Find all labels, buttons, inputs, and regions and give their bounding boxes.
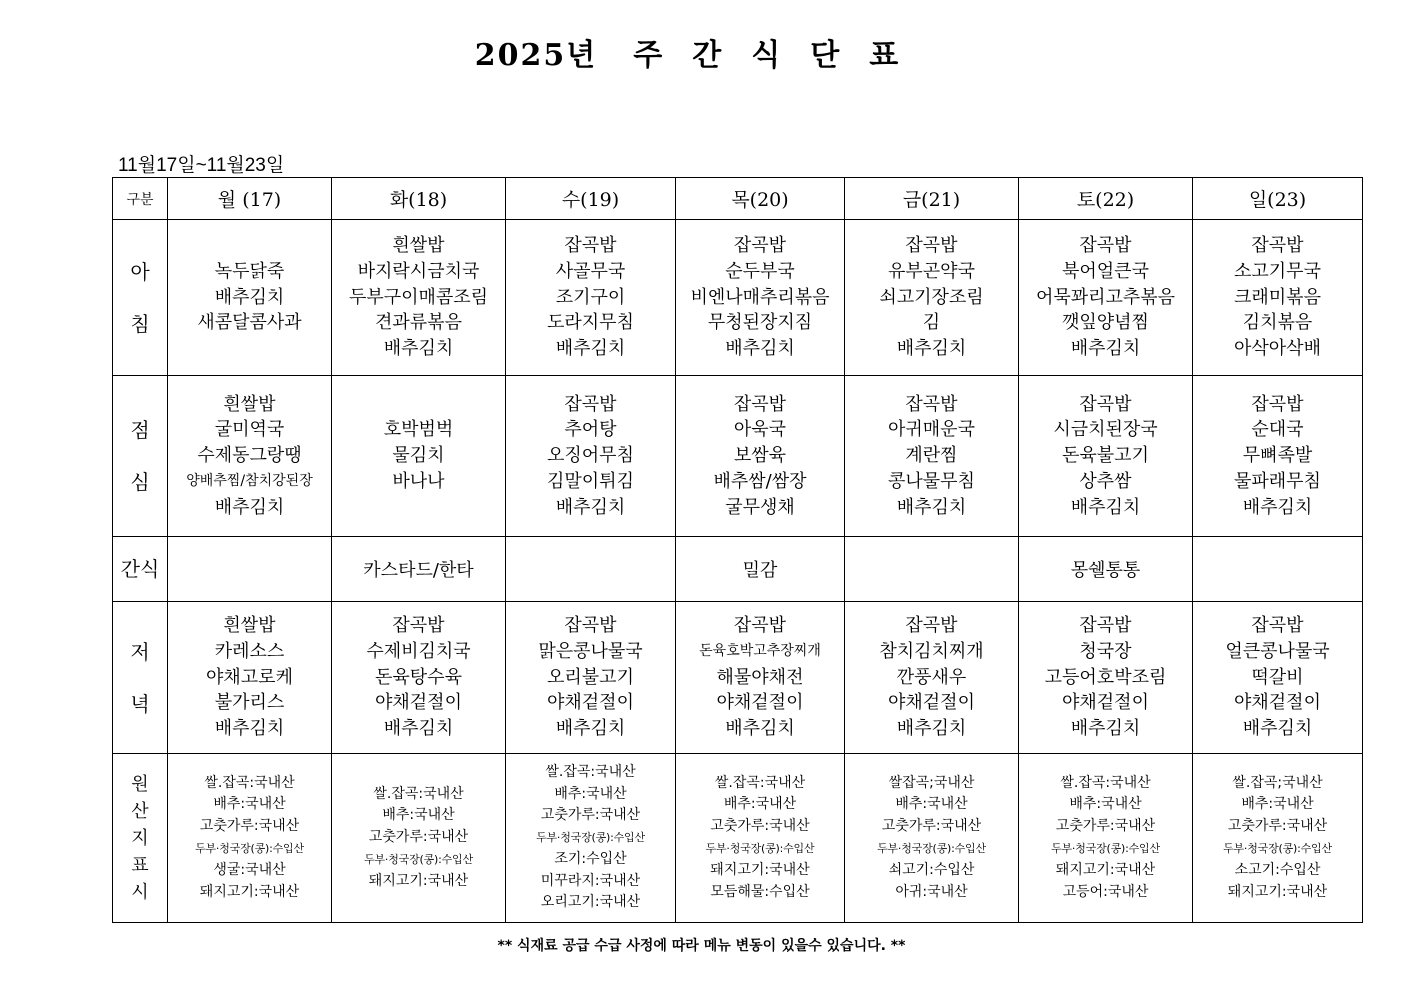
origin-line: 고춧가루:국내산 (1227, 818, 1328, 835)
snack-cell: 밀감 (676, 537, 845, 602)
menu-item: 잡곡밥 (1079, 615, 1132, 636)
origin-line: 배추:국내산 (1241, 796, 1314, 813)
origin-line: 조기:수입산 (554, 850, 627, 867)
menu-item: 배추김치 (896, 338, 967, 360)
origin-line: 돼지고기:국내산 (1055, 861, 1156, 878)
menu-item: 배추김치 (214, 718, 285, 740)
day-header: 월 (17) (168, 178, 332, 220)
origin-line: 쌀.잡곡;국내산 (1232, 774, 1323, 791)
origin-line: 소고기:수입산 (1234, 861, 1321, 878)
menu-item: 맑은콩나물국 (538, 640, 643, 662)
menu-item: 수제동그랑땡 (197, 445, 302, 467)
menu-item: 잡곡밥 (905, 235, 958, 256)
snack-row (113, 537, 1363, 602)
menu-item: 해물야채전 (716, 666, 804, 688)
origin-line: 배추:국내산 (554, 785, 627, 802)
menu-item: 배추김치 (1242, 496, 1313, 518)
menu-item: 조기구이 (555, 286, 626, 308)
menu-item: 배추김치 (383, 338, 454, 360)
menu-item: 양배추찜/참치강된장 (186, 472, 313, 489)
title-word: 주간식단표 (633, 38, 929, 73)
menu-item: 김 (922, 312, 941, 334)
menu-item: 잡곡밥 (733, 615, 787, 636)
origin-line: 두부·청국장(콩):수입산 (1223, 842, 1332, 855)
origin-line: 쌀.잡곡:국내산 (714, 774, 806, 791)
menu-item: 잡곡밥 (392, 615, 445, 636)
breakfast-row (113, 220, 1363, 376)
breakfast-cell (676, 220, 845, 376)
lunch-cell (332, 376, 506, 537)
menu-item: 바지락시금치국 (357, 260, 480, 282)
menu-item: 무청된장지짐 (707, 312, 813, 334)
menu-item: 청국장 (1079, 640, 1132, 662)
origin-line: 모듬해물:수입산 (710, 883, 810, 900)
day-header: 금(21) (845, 178, 1019, 220)
origin-line: 두부·청국장(콩):수입산 (1051, 842, 1160, 855)
menu-item: 흰쌀밥 (223, 393, 276, 415)
menu-item: 순두부국 (725, 260, 795, 282)
origin-cell (676, 754, 845, 923)
menu-item: 돈육불고기 (1062, 445, 1149, 467)
breakfast-label: 아 침 (113, 220, 168, 376)
dinner-cell (506, 602, 676, 754)
menu-item: 돈육호박고추장찌개 (699, 642, 821, 659)
origin-cell (332, 754, 506, 923)
header-corner: 구분 (113, 178, 168, 220)
origin-line: 배추:국내산 (895, 796, 968, 813)
menu-item: 콩나물무침 (888, 470, 975, 492)
origin-line: 배추:국내산 (382, 807, 455, 824)
origin-line: 쌀잡곡;국내산 (888, 774, 975, 791)
menu-item: 김치볶음 (1242, 312, 1313, 334)
menu-item: 굴미역국 (214, 419, 285, 441)
origin-line: 두부·청국장(콩):수입산 (877, 842, 986, 855)
day-header: 토(22) (1019, 178, 1193, 220)
lunch-cell (168, 376, 332, 537)
origin-line: 돼지고기:국내산 (199, 883, 300, 900)
menu-item: 배추김치 (214, 496, 285, 518)
snack-cell (506, 537, 676, 602)
origin-line: 고등어:국내산 (1062, 883, 1149, 900)
menu-item: 불가리스 (214, 692, 285, 714)
menu-item: 보쌈육 (733, 445, 787, 467)
menu-item: 야채겉절이 (888, 692, 975, 714)
menu-item: 잡곡밥 (1079, 393, 1132, 415)
menu-item: 야채겉절이 (375, 692, 462, 714)
menu-item: 잡곡밥 (1251, 235, 1304, 256)
menu-item: 잡곡밥 (564, 235, 617, 256)
menu-item: 깐풍새우 (896, 666, 967, 688)
header-row (113, 178, 1363, 220)
lunch-cell (506, 376, 676, 537)
menu-item: 순대국 (1251, 419, 1304, 441)
menu-item: 잡곡밥 (564, 393, 617, 415)
snack-cell (168, 537, 332, 602)
origin-line: 쇠고기:수입산 (888, 861, 975, 878)
snack-cell: 카스타드/한타 (332, 537, 506, 602)
menu-item: 잡곡밥 (1251, 393, 1304, 415)
menu-item: 잡곡밥 (733, 393, 787, 415)
menu-item: 추어탕 (564, 419, 617, 441)
origin-line: 고춧가루:국내산 (540, 807, 641, 824)
snack-cell: 몽쉘통통 (1019, 537, 1193, 602)
origin-line: 배추:국내산 (1069, 796, 1142, 813)
menu-item: 오리불고기 (547, 666, 634, 688)
menu-item: 배추김치 (383, 718, 454, 740)
day-header: 화(18) (332, 178, 506, 220)
breakfast-cell (845, 220, 1019, 376)
menu-item: 잡곡밥 (905, 615, 958, 636)
menu-item: 바나나 (392, 470, 445, 492)
menu-item: 배추김치 (555, 496, 626, 518)
origin-cell (1019, 754, 1193, 923)
menu-item: 김말이튀김 (547, 470, 634, 492)
menu-item: 떡갈비 (1251, 666, 1304, 688)
menu-item: 배추김치 (214, 286, 285, 308)
dinner-label: 저 녁 (113, 602, 168, 754)
origin-line: 고춧가루:국내산 (368, 829, 469, 846)
snack-label: 간식 (113, 537, 168, 602)
dinner-cell (1193, 602, 1363, 754)
breakfast-cell (168, 220, 332, 376)
menu-item: 아귀매운국 (888, 419, 975, 441)
breakfast-cell (332, 220, 506, 376)
origin-line: 아귀:국내산 (895, 883, 968, 900)
origin-line: 쌀.잡곡:국내산 (204, 774, 295, 791)
weekly-menu-table (112, 177, 1363, 923)
menu-item: 물김치 (392, 445, 445, 467)
menu-item: 상추쌈 (1079, 470, 1132, 492)
menu-item: 흰쌀밥 (223, 615, 276, 636)
origin-line: 고춧가루:국내산 (881, 818, 982, 835)
menu-item: 잡곡밥 (1079, 235, 1132, 256)
snack-cell (1193, 537, 1363, 602)
day-header: 일(23) (1193, 178, 1363, 220)
origin-row (113, 754, 1363, 923)
menu-item: 사골무국 (555, 260, 626, 282)
menu-item: 돈육탕수육 (375, 666, 462, 688)
dinner-cell (168, 602, 332, 754)
origin-line: 오리고기:국내산 (540, 894, 641, 911)
menu-item: 야채겉절이 (1062, 692, 1149, 714)
menu-item: 배추김치 (896, 496, 967, 518)
dinner-cell (332, 602, 506, 754)
origin-line: 돼지고기:국내산 (1227, 883, 1328, 900)
menu-item: 수제비김치국 (366, 640, 471, 662)
menu-item: 배추김치 (1070, 718, 1141, 740)
origin-line: 돼지고기:국내산 (368, 872, 469, 889)
dinner-cell (845, 602, 1019, 754)
dinner-cell (676, 602, 845, 754)
menu-item: 고등어호박조림 (1044, 666, 1167, 688)
menu-item: 배추김치 (896, 718, 967, 740)
menu-item: 두부구이매콤조림 (348, 286, 489, 308)
footnote: ** 식재료 공급 수급 사정에 따라 메뉴 변동이 있을수 있습니다. ** (497, 938, 906, 954)
menu-item: 배추김치 (1070, 338, 1141, 360)
menu-item: 물파래무침 (1234, 470, 1321, 492)
origin-line: 생굴:국내산 (213, 861, 286, 878)
origin-label: 원 산 지 표 시 (113, 754, 168, 923)
lunch-cell (845, 376, 1019, 537)
menu-item: 북어얼큰국 (1062, 260, 1149, 282)
menu-item: 쇠고기장조림 (879, 286, 984, 308)
menu-item: 카레소스 (214, 640, 285, 662)
origin-cell (845, 754, 1019, 923)
menu-item: 비엔나매추리볶음 (690, 286, 830, 308)
breakfast-cell (1193, 220, 1363, 376)
menu-item: 어묵꽈리고추볶음 (1035, 286, 1176, 308)
origin-line: 쌀.잡곡:국내산 (373, 785, 464, 802)
menu-item: 배추김치 (1070, 496, 1141, 518)
title-year: 2025년 (474, 38, 598, 73)
menu-item: 야채겉절이 (547, 692, 634, 714)
origin-line: 두부·청국장(콩):수입산 (536, 831, 645, 845)
page-title (0, 30, 1403, 74)
menu-item: 배추김치 (1242, 718, 1313, 740)
menu-item: 녹두닭죽 (214, 260, 285, 282)
snack-cell (845, 537, 1019, 602)
menu-item: 잡곡밥 (733, 235, 787, 256)
menu-item: 흰쌀밥 (392, 235, 445, 256)
origin-line: 쌀.잡곡:국내산 (545, 763, 636, 780)
origin-line: 쌀.잡곡:국내산 (1060, 774, 1151, 791)
menu-item: 크래미볶음 (1234, 286, 1321, 308)
menu-item: 야채고로케 (206, 666, 293, 688)
origin-line: 미꾸라지:국내산 (540, 872, 641, 889)
dinner-row (113, 602, 1363, 754)
menu-item: 계란찜 (905, 445, 958, 467)
menu-item: 소고기무국 (1234, 260, 1321, 282)
origin-line: 고춧가루:국내산 (710, 818, 810, 835)
menu-item: 얼큰콩나물국 (1225, 640, 1330, 662)
menu-item: 새콤달콤사과 (197, 312, 302, 334)
origin-line: 두부·청국장(콩):수입산 (705, 842, 815, 855)
menu-item: 견과류볶음 (375, 312, 462, 334)
menu-item: 호박범벅 (383, 419, 454, 441)
lunch-cell (1019, 376, 1193, 537)
menu-item: 참치김치찌개 (879, 640, 984, 662)
date-range: 11월17일~11월23일 (118, 155, 285, 176)
origin-line: 고춧가루:국내산 (1055, 818, 1156, 835)
dinner-cell (1019, 602, 1193, 754)
breakfast-cell (506, 220, 676, 376)
origin-line: 두부·청국장(콩):수입산 (364, 852, 473, 866)
menu-item: 잡곡밥 (564, 615, 617, 636)
origin-line: 배추:국내산 (723, 796, 797, 813)
origin-line: 돼지고기:국내산 (710, 861, 810, 878)
day-header: 수(19) (506, 178, 676, 220)
lunch-cell (676, 376, 845, 537)
menu-item: 배추김치 (725, 718, 795, 740)
lunch-cell (1193, 376, 1363, 537)
menu-item: 잡곡밥 (905, 393, 958, 415)
menu-item: 깻잎양념찜 (1062, 312, 1149, 334)
menu-item: 굴무생채 (725, 496, 795, 518)
menu-item: 야채겉절이 (716, 692, 804, 714)
origin-cell (1193, 754, 1363, 923)
menu-item: 시금치된장국 (1053, 419, 1158, 441)
menu-item: 도라지무침 (547, 312, 634, 334)
lunch-row (113, 376, 1363, 537)
origin-line: 두부·청국장(콩):수입산 (195, 842, 304, 855)
menu-item: 무뼈족발 (1242, 445, 1313, 467)
menu-item: 야채겉절이 (1234, 692, 1321, 714)
lunch-label: 점 심 (113, 376, 168, 537)
breakfast-cell (1019, 220, 1193, 376)
menu-item: 배추김치 (555, 338, 626, 360)
menu-item: 배추쌈/쌈장 (713, 470, 807, 492)
origin-cell (506, 754, 676, 923)
menu-item: 아욱국 (733, 419, 787, 441)
origin-line: 배추:국내산 (213, 796, 286, 813)
menu-item: 배추김치 (725, 338, 795, 360)
menu-item: 오징어무침 (547, 445, 634, 467)
day-header: 목(20) (676, 178, 845, 220)
origin-line: 고춧가루:국내산 (199, 818, 300, 835)
menu-item: 잡곡밥 (1251, 615, 1304, 636)
menu-item: 유부곤약국 (888, 260, 975, 282)
menu-item: 아삭아삭배 (1234, 338, 1321, 360)
origin-cell (168, 754, 332, 923)
menu-item: 배추김치 (555, 718, 626, 740)
